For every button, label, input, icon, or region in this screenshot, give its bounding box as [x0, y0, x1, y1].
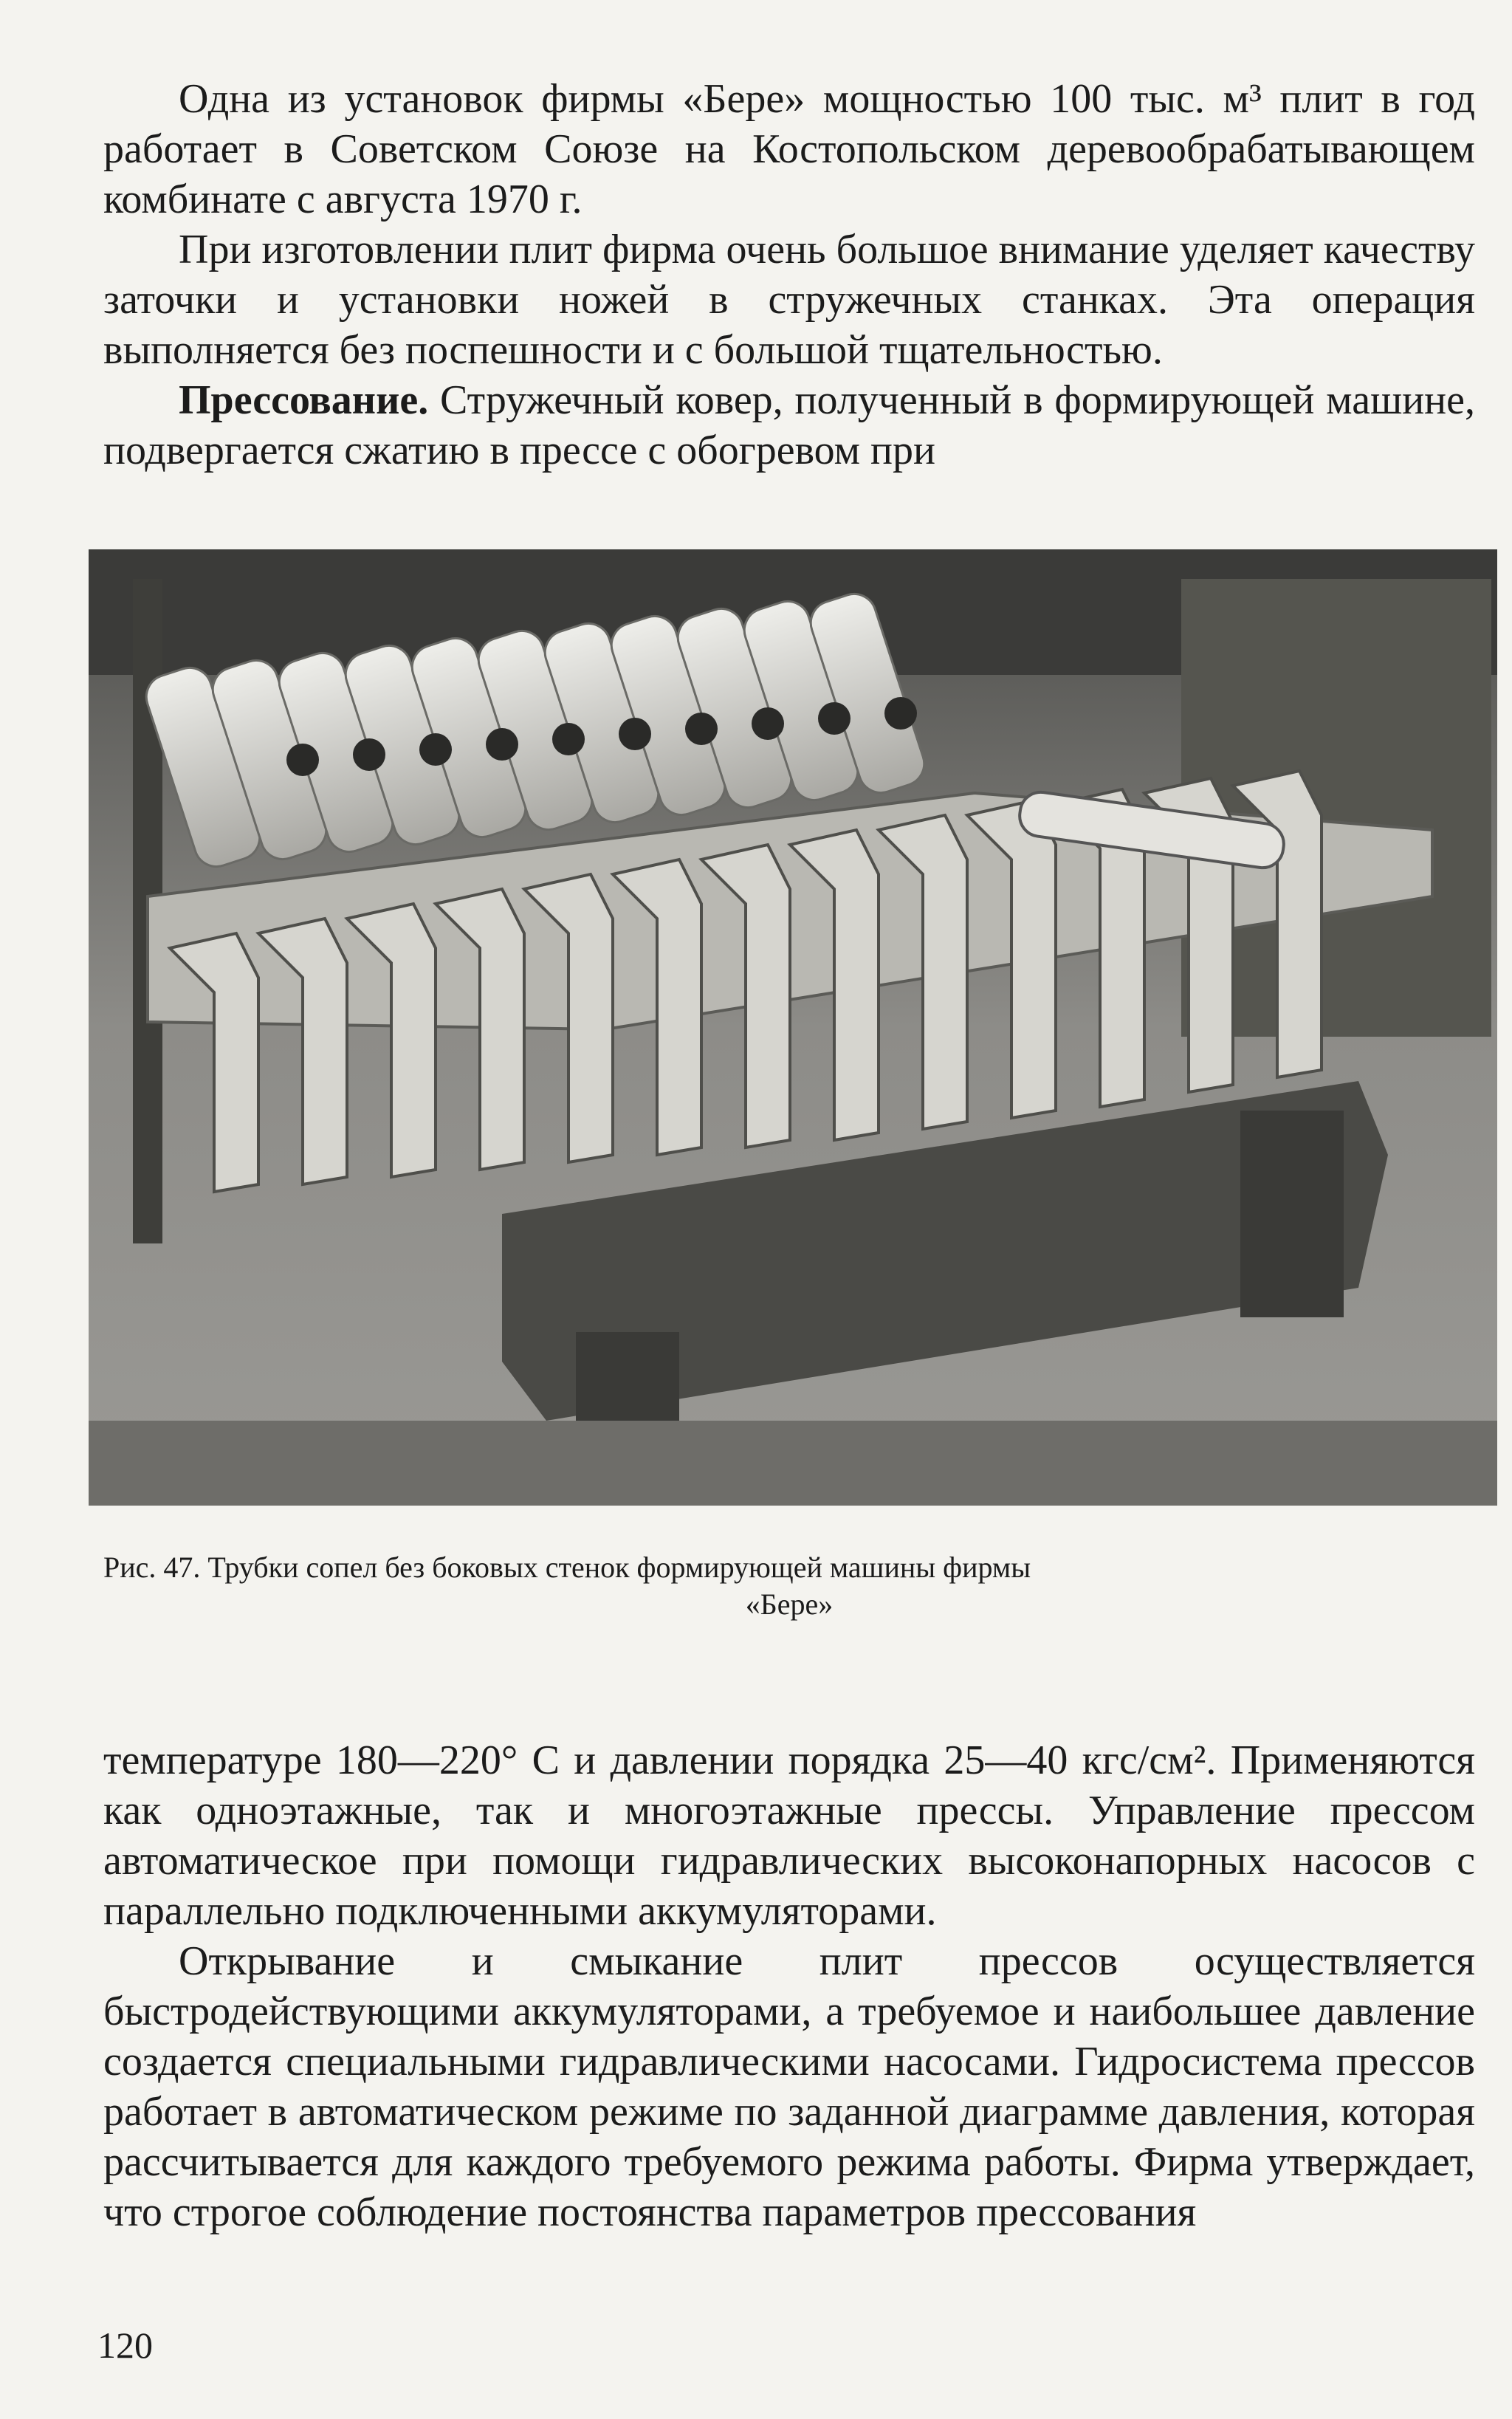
- section-heading: Прессование.: [179, 377, 429, 423]
- caption-line: Рис. 47. Трубки сопел без боковых стенок формирующей машины фирмы: [103, 1551, 1031, 1584]
- figure-caption: [103, 1549, 1475, 1623]
- paragraph: Одна из установок фирмы «Бере» мощностью 100 тыс. м³ плит в год работает в Советском Союзе на Костопольском деревообрабатывающем комбинате с августа 1970 г.: [103, 76, 1475, 222]
- photo-illustration: [89, 549, 1497, 1506]
- paragraph: [103, 375, 1475, 476]
- paragraph: Открывание и смыкание плит прессов осуществляется быстродействующими аккумуляторами, а требуемое и наибольшее давление создается специальными гидравлическими насосами. Гидросистема прессов работает в автоматическом режиме по заданной диаграмме давления, которая рассчитывается для каждого требуемого режима работы. Фирма утверждает, что строгое соблюдение постоянства параметров прессования: [103, 1938, 1475, 2235]
- caption-line: «Бере»: [745, 1588, 834, 1621]
- page-number: 120: [97, 2324, 153, 2366]
- section-text: Стружечный ковер, полученный в формирующей машине, подвергается сжатию в прессе с обогревом при: [103, 377, 1475, 473]
- bottom-text-block: [103, 1735, 1475, 2237]
- top-text-block: [103, 74, 1475, 476]
- figure-photo: [89, 549, 1497, 1506]
- paragraph: температуре 180—220° С и давлении порядка 25—40 кгс/см². Применяются как одноэтажные, так и многоэтажные прессы. Управление прессом автоматическое при помощи гидравлических высоконапорных насосов с параллельно подключенными аккумуляторами.: [103, 1737, 1475, 1934]
- paragraph: При изготовлении плит фирма очень большое внимание уделяет качеству заточки и установки ножей в стружечных станках. Эта операция выполняется без поспешности и с большой тщательностью.: [103, 227, 1475, 373]
